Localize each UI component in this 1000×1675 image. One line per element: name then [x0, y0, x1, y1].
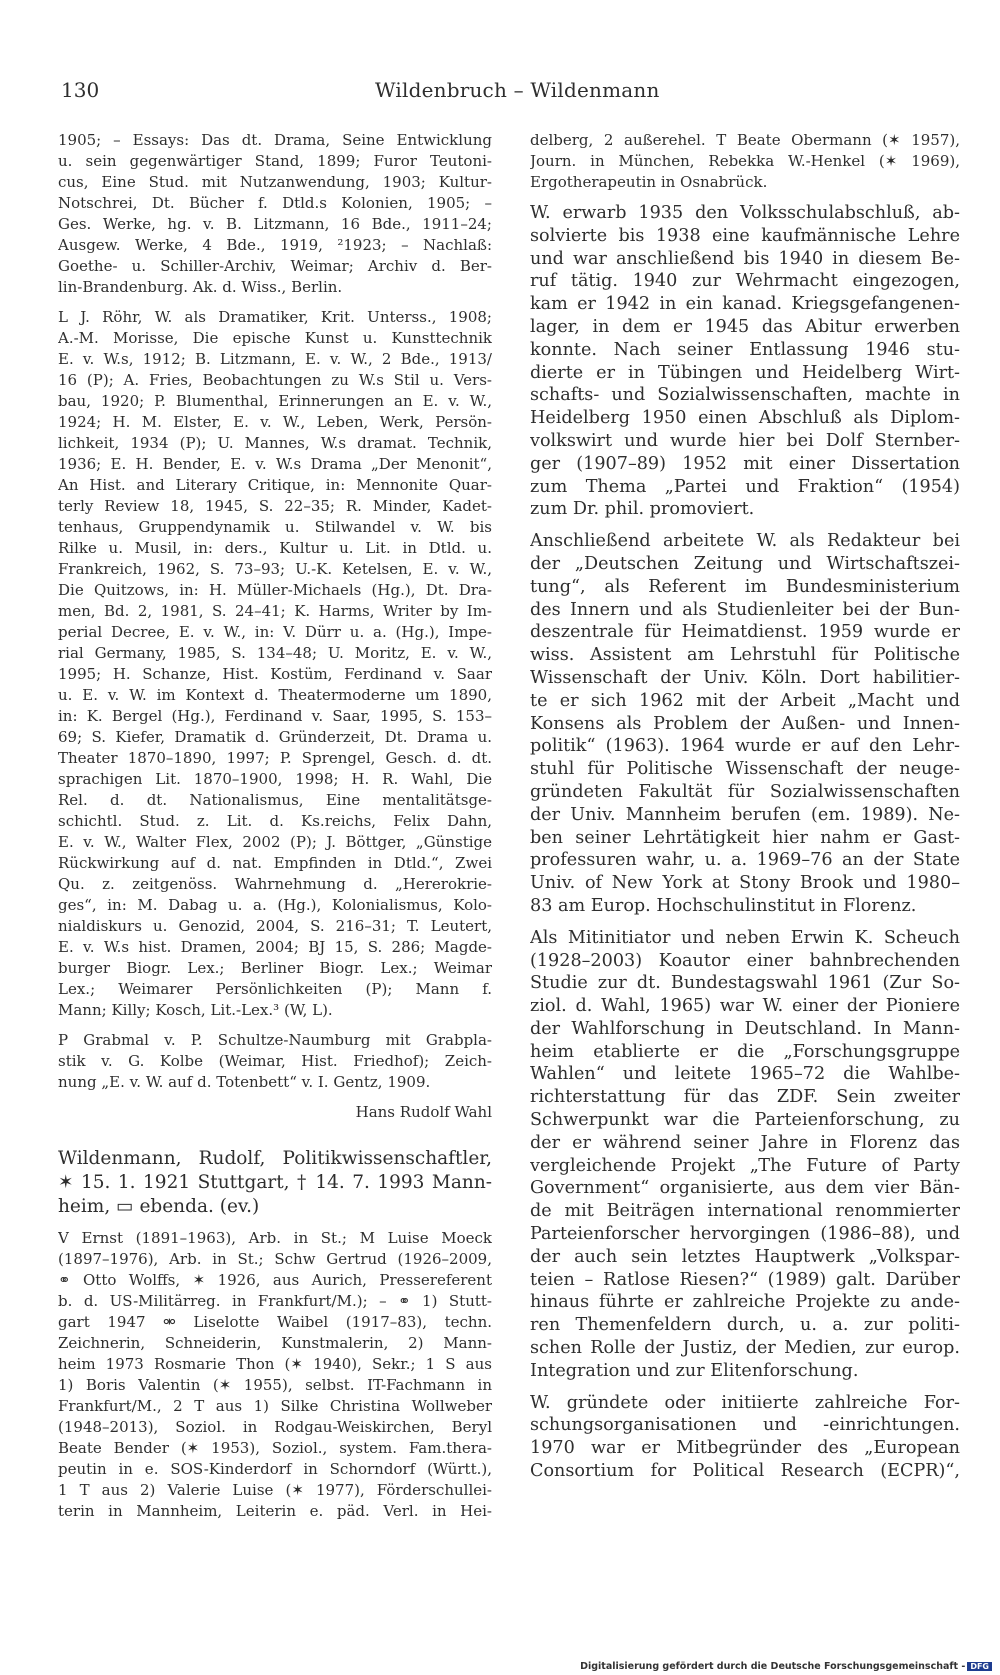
text-line: ren Themenfeldern durch, u. a. zur politi- — [530, 1315, 960, 1336]
text-line: b. d. US-Militärreg. in Frankfurt/M.); – ⚭ 1) Stutt- — [58, 1292, 492, 1310]
text-line: Schwerpunkt war die Parteienforschung, zu — [530, 1110, 960, 1131]
biography-paragraph-3 — [530, 927, 960, 1383]
text-line: V Ernst (1891–1963), Arb. in St.; M Luise Moeck — [58, 1229, 492, 1247]
text-line: tenhaus, Gruppendynamik u. Stilwandel v. W. bis — [58, 518, 492, 536]
text-line: Rel. d. dt. Nationalismus, Eine mentalitätsge- — [58, 791, 492, 809]
text-line: professuren wahr, u. a. 1969–76 an der State — [530, 850, 960, 871]
genealogy-continued — [530, 130, 960, 193]
text-line: Zeichnerin, Schneiderin, Kunstmalerin, 2) Mann- — [58, 1334, 492, 1352]
text-line: des Innern und als Studienleiter bei der Bun- — [530, 599, 960, 620]
text-line: ziol. d. Wahl, 1965) war W. einer der Pioniere — [530, 996, 960, 1017]
text-line: E. v. W., Walter Flex, 2002 (P); J. Böttger, „Günstige — [58, 833, 492, 851]
text-line: zum Thema „Partei und Fraktion“ (1954) — [530, 476, 960, 497]
text-line: Ges. Werke, hg. v. B. Litzmann, 16 Bde., 1911–24; — [58, 215, 492, 233]
text-line: Heidelberg 1950 einen Abschluß als Diplom- — [530, 408, 960, 429]
footer-text: Digitalisierung gefördert durch die Deutsche Forschungsgemeinschaft - — [580, 1661, 966, 1672]
text-line: delberg, 2 außerehel. T Beate Obermann (✶ 1957), — [530, 131, 960, 149]
dfg-logo: DFG — [967, 1662, 992, 1671]
text-line: Rilke u. Musil, in: ders., Kultur u. Lit. in Dtld. u. — [58, 539, 492, 557]
works-list-continued — [58, 130, 492, 298]
text-line: L J. Röhr, W. als Dramatiker, Krit. Unterss., 1908; — [58, 308, 492, 326]
text-line: (1948–2013), Soziol. in Rodgau-Weiskirchen, Beryl — [58, 1418, 492, 1436]
text-line: ben seiner Lehrtätigkeit hier nahm er Gast- — [530, 827, 960, 848]
text-line: schen Rolle der Justiz, der Medien, zur europ. — [530, 1338, 960, 1359]
text-line: P Grabmal v. P. Schultze-Naumburg mit Grabpla- — [58, 1031, 492, 1049]
text-line: volkswirt und wurde hier bei Dolf Sternber- — [530, 430, 960, 451]
text-line: Die Quitzows, in: H. Müller-Michaels (Hg.), Dt. Dra- — [58, 581, 492, 599]
text-line: Lex.; Weimarer Persönlichkeiten (P); Mann f. — [58, 980, 492, 998]
text-line: solvierte bis 1938 eine kaufmännische Lehre — [530, 225, 960, 246]
text-line: (1897–1976), Arb. in St.; Schw Gertrud (1926–2009, — [58, 1250, 492, 1268]
text-line: Wissenschaft der Univ. Köln. Dort habilitier- — [530, 667, 960, 688]
text-line: E. v. W.s hist. Dramen, 2004; BJ 15, S. 286; Magde- — [58, 938, 492, 956]
page-header — [55, 78, 960, 108]
text-line: Ergotherapeutin in Osnabrück. — [530, 173, 768, 191]
text-line: men, Bd. 2, 1981, S. 24–41; K. Harms, Writer by Im- — [58, 602, 492, 620]
biography-paragraph-2 — [530, 530, 960, 918]
text-line: ger (1907–89) 1952 mit einer Dissertation — [530, 453, 960, 474]
text-line: 1936; E. H. Bender, E. v. W.s Drama „Der Menonit“, — [58, 455, 492, 473]
text-line: burger Biogr. Lex.; Berliner Biogr. Lex.; Weimar — [58, 959, 492, 977]
text-line: tung“, als Referent im Bundesministerium — [530, 576, 960, 597]
text-line: schichtl. Stud. z. Lit. d. Ks.reichs, Felix Dahn, — [58, 812, 492, 830]
text-line: der „Deutschen Zeitung und Wirtschaftszei- — [530, 553, 960, 574]
text-line: u. E. v. W. im Kontext d. Theatermoderne um 1890, — [58, 686, 492, 704]
text-line: rial Germany, 1985, S. 134–48; U. Moritz, E. v. W., — [58, 644, 492, 662]
text-line: richterstattung für das ZDF. Sein zweiter — [530, 1087, 960, 1108]
running-title: Wildenbruch – Wildenmann — [375, 78, 660, 102]
text-line: gründeten Fakultät für Sozialwissenschaften — [530, 781, 960, 802]
text-line: de mit Beiträgen international renommierter — [530, 1201, 960, 1222]
text-line: cus, Eine Stud. mit Nutzanwendung, 1903; Kultur- — [58, 173, 492, 191]
text-line: der auch sein letztes Hauptwerk „Volkspar- — [530, 1246, 960, 1267]
text-line: Qu. z. zeitgenöss. Wahrnehmung d. „Hererokrie- — [58, 875, 492, 893]
text-line: Journ. in München, Rebekka W.-Henkel (✶ 1969), — [530, 152, 960, 170]
text-line: E. v. W.s, 1912; B. Litzmann, E. v. W., 2 Bde., 1913/ — [58, 350, 492, 368]
text-line: heim, ▭ ebenda. (ev.) — [58, 1196, 260, 1217]
text-line: heim 1973 Rosmarie Thon (✶ 1940), Sekr.; 1 S aus — [58, 1355, 492, 1373]
text-line: Anschließend arbeitete W. als Redakteur bei — [530, 531, 960, 552]
text-line: Government“ organisierte, aus dem vier Bän- — [530, 1178, 960, 1199]
text-line: Integration und zur Elitenforschung. — [530, 1360, 859, 1381]
text-line: W. erwarb 1935 den Volksschulabschluß, ab- — [530, 203, 960, 223]
text-line: ruf tätig. 1940 zur Wehrmacht eingezogen, — [530, 271, 960, 292]
text-line: schungsorganisationen und -einrichtungen. — [530, 1415, 960, 1436]
text-line: te er sich 1962 mit der Arbeit „Macht und — [530, 690, 960, 711]
text-line: bau, 1920; P. Blumenthal, Erinnerungen an E. v. W., — [58, 392, 492, 410]
text-line: politik“ (1963). 1964 wurde er auf den Lehr- — [530, 736, 960, 757]
text-line: Beate Bender (✶ 1953), Soziol., system. Fam.thera- — [58, 1439, 492, 1457]
left-column — [58, 130, 492, 1522]
text-line: ✶ 15. 1. 1921 Stuttgart, † 14. 7. 1993 Mann- — [58, 1172, 492, 1193]
text-line: vergleichende Projekt „The Future of Party — [530, 1155, 960, 1176]
text-line: Wildenmann, Rudolf, Politikwissenschaftler, — [58, 1148, 492, 1169]
text-line: Als Mitinitiator und neben Erwin K. Scheuch — [530, 927, 960, 948]
text-line: und war anschließend bis 1940 in diesem Be- — [530, 248, 960, 269]
text-line: A.-M. Morisse, Die epische Kunst u. Kunsttechnik — [58, 329, 492, 347]
text-line: 1905; – Essays: Das dt. Drama, Seine Entwicklung — [58, 131, 492, 149]
text-line: Studie zur dt. Bundestagswahl 1961 (Zur So- — [530, 973, 960, 994]
text-line: der Univ. Mannheim berufen (em. 1989). Ne- — [530, 804, 960, 825]
biography-paragraph-1 — [530, 202, 960, 521]
text-line: u. sein gegenwärtiger Stand, 1899; Furor Teutoni- — [58, 152, 492, 170]
text-line: wiss. Assistent am Lehrstuhl für Politische — [530, 645, 960, 666]
text-line: Notschrei, Dt. Bücher f. Dtld.s Kolonien, 1905; – — [58, 194, 492, 212]
text-line: lager, in dem er 1945 das Abitur erwerben — [530, 316, 960, 337]
text-line: der Wahlforschung in Deutschland. In Mann- — [530, 1018, 960, 1039]
text-line: hinaus führte er zahlreiche Projekte zu ande- — [530, 1292, 960, 1313]
text-line: Wahlen“ und leitete 1965–72 die Wahlbe- — [530, 1064, 960, 1085]
text-line: 1995; H. Schanze, Hist. Kostüm, Ferdinand v. Saar — [58, 665, 492, 683]
text-line: (1928–2003) Koautor einer bahnbrechenden — [530, 950, 960, 971]
text-line: Ausgew. Werke, 4 Bde., 1919, ²1923; – Nachlaß: — [58, 236, 492, 254]
text-line: terly Review 18, 1945, S. 22–35; R. Minder, Kadet- — [58, 497, 492, 515]
text-line: nialdiskurs u. Genozid, 2004, S. 216–31; T. Leutert, — [58, 917, 492, 935]
text-line: konnte. Nach seiner Entlassung 1946 stu- — [530, 339, 960, 360]
text-line: 1970 war er Mitbegründer des „European — [530, 1438, 960, 1459]
text-line: Rückwirkung auf d. nat. Empfinden in Dtld.“, Zwei — [58, 854, 492, 872]
text-line: schafts- und Sozialwissenschaften, machte in — [530, 385, 960, 406]
text-line: zum Dr. phil. promoviert. — [530, 499, 755, 520]
text-line: Frankreich, 1962, S. 73–93; U.-K. Ketelsen, E. v. W., — [58, 560, 492, 578]
text-line: Frankfurt/M., 2 T aus 1) Silke Christina Wollweber — [58, 1397, 492, 1415]
text-line: 69; S. Kiefer, Dramatik d. Gründerzeit, Dt. Drama u. — [58, 728, 492, 746]
text-line: nung „E. v. W. auf d. Totenbett“ v. I. Gentz, 1909. — [58, 1073, 431, 1091]
text-line: perial Decree, E. v. W., in: V. Dürr u. a. (Hg.), Impe- — [58, 623, 492, 641]
text-line: sprachigen Lit. 1870–1900, 1998; H. R. Wahl, Die — [58, 770, 492, 788]
text-line: gart 1947 ⚮ Liselotte Waibel (1917–83), techn. — [58, 1313, 492, 1331]
text-line: Konsens als Problem der Außen- und Innen- — [530, 713, 960, 734]
text-line: lin-Brandenburg. Ak. d. Wiss., Berlin. — [58, 278, 343, 296]
text-line: lichkeit, 1934 (P); U. Mannes, W.s dramat. Technik, — [58, 434, 492, 452]
text-line: stik v. G. Kolbe (Weimar, Hist. Friedhof); Zeich- — [58, 1052, 492, 1070]
text-line: 1924; H. M. Elster, E. v. W., Leben, Werk, Persön- — [58, 413, 492, 431]
text-line: W. gründete oder initiierte zahlreiche For- — [530, 1392, 960, 1413]
right-column — [530, 130, 960, 1483]
page-number: 130 — [61, 78, 100, 102]
text-line: in: K. Bergel (Hg.), Ferdinand v. Saar, 1995, S. 153– — [58, 707, 492, 725]
text-line: Theater 1870–1890, 1997; P. Sprengel, Gesch. d. dt. — [58, 749, 492, 767]
text-line: dierte er in Tübingen und Heidelberg Wirt- — [530, 362, 960, 383]
text-line: 83 am Europ. Hochschulinstitut in Florenz. — [530, 895, 917, 916]
genealogy-section — [58, 1228, 492, 1522]
biography-paragraph-4 — [530, 1392, 960, 1483]
text-line: peutin in e. SOS-Kinderdorf in Schorndorf (Württ.), — [58, 1460, 492, 1478]
funding-footer — [580, 1661, 992, 1672]
text-line: heim etablierte er die „Forschungsgruppe — [530, 1041, 960, 1062]
text-line: ⚭ Otto Wolffs, ✶ 1926, aus Aurich, Pressereferent — [58, 1271, 492, 1289]
text-line: Parteienforscher hervorgingen (1986–88), und — [530, 1224, 960, 1245]
text-line: Goethe- u. Schiller-Archiv, Weimar; Archiv d. Ber- — [58, 257, 492, 275]
text-line: der er während seiner Jahre in Florenz das — [530, 1132, 960, 1153]
literature-section — [58, 307, 492, 1021]
text-line: Consortium for Political Research (ECPR)“, — [530, 1461, 960, 1482]
text-line: deszentrale für Heimatdienst. 1959 wurde er — [530, 622, 960, 643]
text-line: An Hist. and Literary Critique, in: Mennonite Quar- — [58, 476, 492, 494]
author-signature: Hans Rudolf Wahl — [355, 1103, 492, 1121]
text-line: kam er 1942 in ein kanad. Kriegsgefangenen- — [530, 294, 960, 315]
text-line: ges“, in: M. Dabag u. a. (Hg.), Kolonialismus, Kolo- — [58, 896, 492, 914]
text-line: teien – Ratlose Riesen?“ (1989) galt. Darüber — [530, 1269, 960, 1290]
portraits-section — [58, 1030, 492, 1093]
entry-heading — [58, 1147, 492, 1219]
text-line: stuhl für Politische Wissenschaft der neuge- — [530, 759, 960, 780]
text-line: 16 (P); A. Fries, Beobachtungen zu W.s Stil u. Vers- — [58, 371, 492, 389]
text-line: 1) Boris Valentin (✶ 1955), selbst. IT-Fachmann in — [58, 1376, 492, 1394]
text-line: Mann; Killy; Kosch, Lit.-Lex.³ (W, L). — [58, 1001, 333, 1019]
text-line: 1 T aus 2) Valerie Luise (✶ 1977), Förderschullei- — [58, 1481, 492, 1499]
text-line: Univ. of New York at Stony Brook und 1980– — [530, 873, 960, 894]
text-line: terin in Mannheim, Leiterin e. päd. Verl. in Hei- — [58, 1502, 492, 1520]
